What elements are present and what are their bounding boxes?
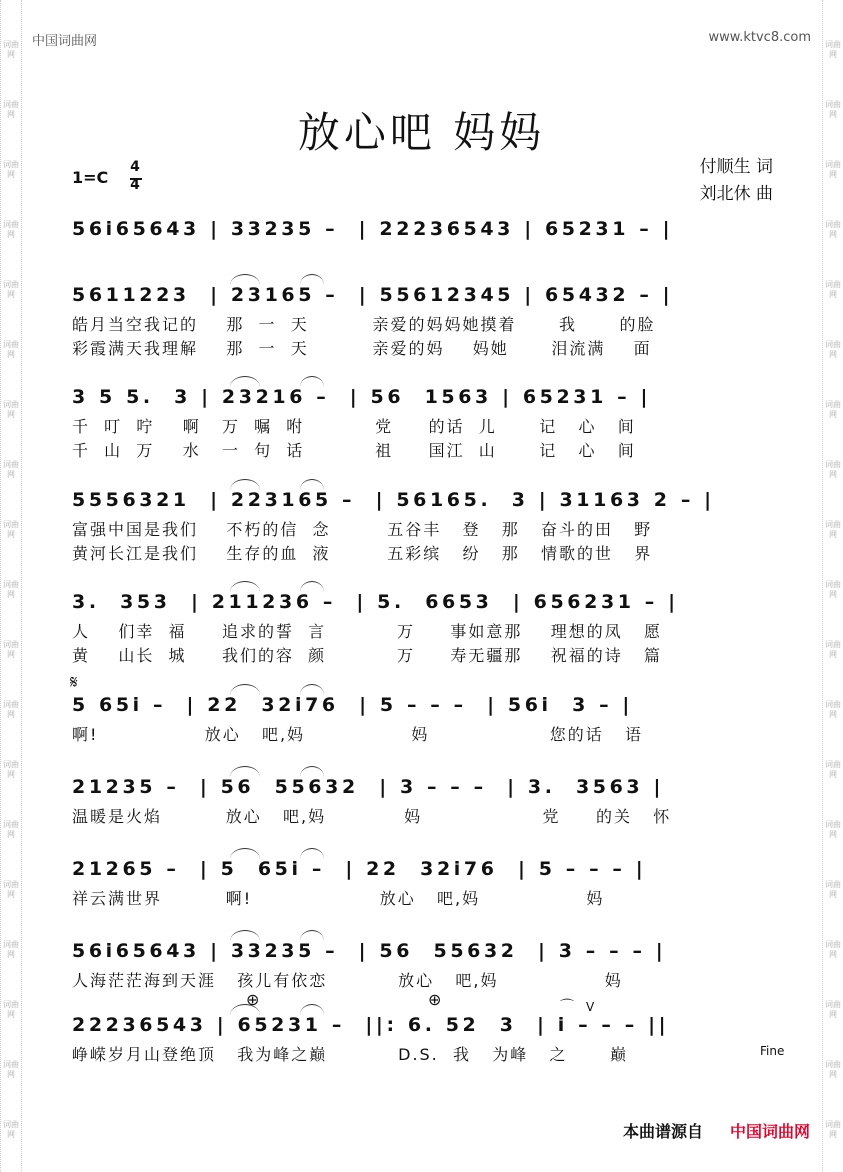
watermark-text: 词曲网 [3, 1120, 19, 1139]
watermark-text: 词曲网 [825, 220, 841, 239]
slur-mark [300, 684, 324, 695]
notation-line: 56i65643 | 33235 – | 22236543 | 65231 – | [72, 218, 674, 240]
notation-line: 21235 – | 56 55632 | 3 – – – | 3. 3563 | [72, 776, 665, 798]
source-site: 中国词曲网 [729, 1122, 810, 1141]
score-system [0, 858, 843, 938]
watermark-text: 词曲网 [3, 820, 19, 839]
slur-mark [230, 684, 260, 695]
coda-symbol-second: ⊕ [428, 990, 442, 1009]
watermark-text: 词曲网 [3, 40, 19, 59]
watermark-text: 词曲网 [3, 880, 19, 899]
watermark-text: 词曲网 [825, 580, 841, 599]
slur-mark [230, 479, 260, 490]
lyric-line: 温暖是火焰 放心 吧,妈 妈 党 的关 怀 [72, 807, 672, 826]
lyric-line: 富强中国是我们 不朽的信 念 五谷丰 登 那 奋斗的田 野 [72, 520, 653, 539]
lyric-line: 峥嵘岁月山登绝顶 我为峰之巅 D.S. 我 为峰 之 巅 [72, 1045, 628, 1064]
watermark-text: 词曲网 [3, 580, 19, 599]
watermark-text: 词曲网 [825, 940, 841, 959]
score-system [0, 694, 843, 774]
lyric-line: 皓月当空我记的 那 一 天 亲爱的妈妈她摸着 我 的脸 [72, 315, 656, 334]
score-system [0, 1014, 843, 1094]
watermark-text: 词曲网 [825, 40, 841, 59]
watermark-text: 词曲网 [3, 760, 19, 779]
lyric-line: 祥云满世界 啊! 放心 吧,妈 妈 [72, 889, 605, 908]
score-system [0, 591, 843, 671]
score-system [0, 284, 843, 364]
lyric-line: 千 山 万 水 一 句 话 祖 国江 山 记 心 间 [72, 441, 636, 460]
watermark-text: 词曲网 [825, 1060, 841, 1079]
fermata-symbol: ⌒ [560, 999, 574, 1015]
score-system [0, 386, 843, 466]
lyric-line: 人 们幸 福 追求的誓 言 万 事如意那 理想的凤 愿 [72, 622, 663, 641]
watermark-text: 词曲网 [825, 520, 841, 539]
watermark-text: 词曲网 [825, 340, 841, 359]
watermark-text: 词曲网 [825, 400, 841, 419]
watermark-text: 词曲网 [3, 700, 19, 719]
watermark-text: 词曲网 [3, 100, 19, 119]
lyric-line: 千 叮 咛 啊 万 嘱 咐 党 的话 儿 记 心 间 [72, 417, 636, 436]
notation-line: 3 5 5. 3 | 23216 – | 56 1563 | 65231 – | [72, 386, 652, 408]
slur-mark [300, 581, 324, 592]
segno-symbol: 𝄋 [70, 672, 78, 693]
watermark-text: 词曲网 [825, 700, 841, 719]
slur-mark [230, 376, 260, 387]
watermark-text: 词曲网 [3, 1060, 19, 1079]
header-site-name: 中国词曲网 [32, 34, 98, 49]
watermark-text: 词曲网 [825, 100, 841, 119]
lyric-line: 人海茫茫海到天涯 孩儿有依恋 放心 吧,妈 妈 [72, 971, 623, 990]
watermark-text: 词曲网 [3, 640, 19, 659]
slur-mark [300, 479, 324, 490]
score-system [0, 489, 843, 569]
score-system [0, 776, 843, 856]
lyric-line: 彩霞满天我理解 那 一 天 亲爱的妈 妈她 泪流满 面 [72, 339, 652, 358]
lyricist-credit: 付顺生 词 [699, 157, 773, 177]
notation-line: 5556321 | 223165 – | 56165. 3 | 31163 2 – | [72, 489, 715, 511]
notation-line: 22236543 | 65231 – ||: 6. 52 3 | i – – – || [72, 1014, 670, 1036]
watermark-text: 词曲网 [825, 1120, 841, 1139]
notation-line: 5 65i – | 22 32i76 | 5 – – – | 56i 3 – | [72, 694, 633, 716]
composer-credit: 刘北休 曲 [699, 184, 773, 204]
watermark-text: 词曲网 [825, 1000, 841, 1019]
fine-mark: Fine [760, 1044, 785, 1058]
notation-line: 21265 – | 5 65i – | 22 32i76 | 5 – – – | [72, 858, 647, 880]
time-signature-bottom: 4 [130, 177, 140, 193]
header-url: www.ktvc8.com [708, 30, 811, 45]
notation-line: 56i65643 | 33235 – | 56 55632 | 3 – – – | [72, 940, 667, 962]
watermark-text: 词曲网 [825, 640, 841, 659]
notation-line: 3. 353 | 211236 – | 5. 6653 | 656231 – | [72, 591, 679, 613]
time-signature-top: 4 [130, 159, 140, 175]
source-label: 本曲谱源自 [622, 1122, 703, 1141]
watermark-text: 词曲网 [3, 460, 19, 479]
slur-mark [230, 581, 260, 592]
watermark-text: 词曲网 [3, 940, 19, 959]
watermark-text: 词曲网 [825, 460, 841, 479]
breath-mark: V [586, 1000, 595, 1014]
key-signature: 1=C [72, 168, 109, 187]
watermark-text: 词曲网 [3, 520, 19, 539]
watermark-text: 词曲网 [3, 160, 19, 179]
watermark-text: 词曲网 [825, 820, 841, 839]
watermark-text: 词曲网 [3, 280, 19, 299]
watermark-text: 词曲网 [825, 880, 841, 899]
watermark-text: 词曲网 [825, 760, 841, 779]
watermark-text: 词曲网 [825, 280, 841, 299]
lyric-line: 黄河长江是我们 生存的血 液 五彩缤 纷 那 情歌的世 界 [72, 544, 653, 563]
watermark-text: 词曲网 [3, 340, 19, 359]
watermark-text: 词曲网 [3, 1000, 19, 1019]
slur-mark [300, 376, 324, 387]
score-system [0, 940, 843, 1020]
watermark-text: 词曲网 [3, 400, 19, 419]
coda-symbol: ⊕ [246, 990, 260, 1009]
lyric-line: 黄 山长 城 我们的容 颜 万 寿无疆那 祝福的诗 篇 [72, 646, 663, 665]
song-title: 放心吧 妈妈 [297, 108, 546, 157]
lyric-line: 啊! 放心 吧,妈 妈 您的话 语 [72, 725, 644, 744]
notation-line: 5611223 | 23165 – | 55612345 | 65432 – | [72, 284, 674, 306]
watermark-text: 词曲网 [3, 220, 19, 239]
watermark-text: 词曲网 [825, 160, 841, 179]
